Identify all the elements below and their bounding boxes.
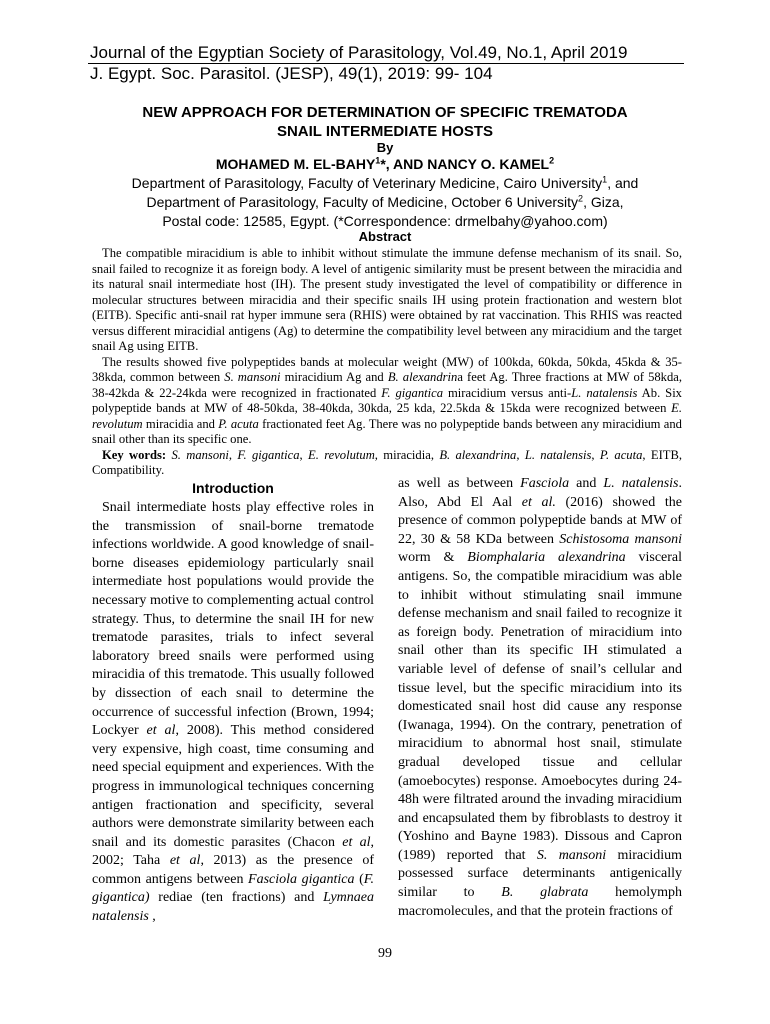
- affiliation-line-3: Postal code: 12585, Egypt. (*Correspondence: drmelbahy@yahoo.com): [162, 213, 608, 229]
- author-list: [90, 155, 680, 173]
- body-text: rediae (ten fractions) and: [149, 890, 324, 906]
- abstract-text: Ab. Six polypeptide bands at MW of 48-50kda, 38-40kda, 30kda, 25 kda, 22.5kda & 15kda were recognized between: [92, 385, 682, 415]
- keyword: B. alexandrina, L. natalensis: [439, 447, 592, 462]
- species-name: Biomphalaria alexandrina: [467, 550, 626, 566]
- citation-et-al: et al: [169, 853, 201, 869]
- species-name: F. gigantica: [381, 385, 444, 400]
- affiliations: [92, 174, 678, 231]
- body-text: visceral antigens. So, the compatible miracidium was able to inhibit without stimulating snail immune defense mechanism and snail failed to recognize it as foreign body. Penetration of miracidium into snail other than its specific IH stimulated a variable level of defense of snail’s cellular and tissue level, but the specific miracidium into its domesticated snail host did cause any response (Iwanaga, 1994). On the contrary, penetration of miracidium to abnormal host snail, stimulate gradual developed tissue and cellular (amoebocytes) response. Amoebocytes during 24-48h were filtrated around the invading miracidium and encapsulated them by fibroblasts to destroy it (Yoshino and Bayne 1983). Dissous and Capron (1989) reported that: [398, 550, 683, 863]
- affiliation-1-text: Department of Parasitology, Faculty of Veterinary Medicine, Cairo University: [131, 175, 603, 191]
- species-name: L. natalensis: [603, 476, 679, 491]
- body-text: as well as between: [398, 476, 521, 491]
- left-column: [92, 480, 374, 927]
- body-text: worm &: [398, 550, 468, 566]
- affiliation-1-mark: 1: [602, 174, 608, 185]
- keyword-separator: ,: [299, 447, 309, 462]
- abstract-text: The results showed five polypeptides bands at molecular weight (MW) of 100kda, 60kda, 50kda, 45kda & 35-38kda, common between: [92, 354, 682, 384]
- body-text: , 2002; Taha: [92, 834, 374, 869]
- header-rule: [88, 63, 684, 64]
- citation-et-al: et al: [342, 834, 371, 850]
- body-text: and: [569, 476, 604, 491]
- species-name: Fasciola gigantica: [248, 871, 355, 887]
- abstract-text: a feet Ag. Three fractions at MW of 58kda, 38-42kda & 22-24kda were recognized in fractionated: [92, 370, 683, 400]
- abstract-text: miracidium versus anti-: [443, 385, 572, 400]
- introduction-heading: Introduction: [192, 480, 274, 496]
- author-2-affiliation-mark: 2: [549, 155, 555, 166]
- affiliation-2-mark: 2: [578, 193, 584, 204]
- citation-et-al: et al: [146, 723, 176, 739]
- journal-line-1: Journal of the Egyptian Society of Parasitology, Vol.49, No.1, April 2019: [90, 43, 628, 62]
- page-number: 99: [378, 946, 392, 961]
- paper-title: [90, 103, 680, 141]
- keywords: [92, 448, 682, 479]
- journal-line-2: J. Egypt. Soc. Parasitol. (JESP), 49(1), 2019: 99- 104: [90, 64, 493, 83]
- keyword-separator: ,: [228, 447, 238, 462]
- abstract-paragraph-2: [92, 355, 682, 448]
- keyword: , EITB, Compatibility.: [92, 447, 683, 477]
- affiliation-line-2: [92, 193, 678, 212]
- abstract-text: miracidium Ag and: [280, 370, 388, 384]
- species-name: F. gigantica): [92, 871, 374, 906]
- author-1: MOHAMED M. EL-BAHY: [215, 156, 376, 172]
- body-text: , 2008). This method considered very expensive, high coast, time consuming and need special equipment and experiences. With the progress in immunological techniques concerning antigen fractionation and specificity, several authors were demonstrate similarity between each snail and its domestic parasites (Chacon: [92, 723, 374, 850]
- species-name: P. acuta: [218, 416, 259, 431]
- keyword: P. acuta: [599, 447, 643, 462]
- by-line: By: [376, 140, 394, 155]
- affiliation-2-tail: , Giza,: [583, 194, 624, 210]
- continued-paragraph: [398, 475, 682, 921]
- species-name: B. alexandrin: [387, 370, 458, 384]
- affiliation-1-tail: , and: [607, 175, 639, 191]
- species-name: L. natalensis: [571, 385, 638, 400]
- abstract-body: [92, 246, 682, 479]
- body-text: (2016) showed the presence of common polypeptide bands at MW of 22, 30 & 58 KDa between: [398, 494, 682, 547]
- species-name: Lymnaea natalensis: [92, 890, 374, 925]
- body-text: hemolymph macromolecules, and that the protein fractions of: [398, 885, 682, 919]
- author-1-affiliation-mark: 1: [375, 155, 381, 166]
- title-line-2: SNAIL INTERMEDIATE HOSTS: [276, 123, 494, 140]
- body-text: (: [354, 871, 364, 887]
- affiliation-2-text: Department of Parasitology, Faculty of Medicine, October 6 University: [146, 194, 579, 210]
- species-name: Schistosoma mansoni: [559, 531, 682, 547]
- body-text: , 2013) as the presence of common antigens between: [92, 853, 374, 887]
- affiliation-line-1: [92, 174, 678, 193]
- keyword: F. gigantica: [237, 447, 300, 462]
- abstract-paragraph-1: The compatible miracidium is able to inhibit without stimulate the immune defense mechanism of its snail. So, snail failed to recognize it as foreign body. A level of antigenic similarity must be present between the miracidia and its natural snail intermediate host (IH). The present study investigated the level of compatibility or difference in molecular structures between miracidia and their specific snails IH using protein fractionation and western blot (EITB). Specific anti-snail rat hyper immune sera (RHIS) were obtained by rat vaccination. This RHIS was reacted versus different miracidial antigens (Ag) to determine the compatibility level between any miracidium and the target snail Ag using EITB.: [92, 246, 682, 353]
- body-text: miracidium possessed surface determinants antigenically similar to: [398, 847, 683, 901]
- author-separator: *, AND NANCY O. KAMEL: [380, 156, 550, 172]
- citation-et-al: et al.: [521, 494, 556, 510]
- keyword: E. revolutum,: [308, 447, 378, 462]
- body-text: Snail intermediate hosts play effective roles in the transmission of snail-borne trematode infections worldwide. A good knowledge of snail-borne diseases epidemiology particularly snail intermediate host populations would provide the necessary motive to complementing actual control strategy. Thus, to determine the snail IH for new trematode parasites, trials to infect several laboratory breed snails were performed using miracidia of this trematode. This usually followed by dissection of each snail to determine the occurrence of successful infection (Brown, 1994; Lockyer: [92, 500, 374, 739]
- right-column: [398, 475, 682, 921]
- keywords-label: Key words:: [102, 447, 167, 462]
- species-name: B. glabrata: [501, 885, 589, 901]
- species-name: E. revolutum: [92, 401, 682, 431]
- abstract-text: fractionated feet Ag. There was no polypeptide bands between any miracidium and snail other than its specific one.: [92, 416, 682, 446]
- body-text: ,: [148, 909, 156, 925]
- species-name: S. mansoni: [536, 847, 607, 863]
- body-text: . Also, Abd El Aal: [398, 476, 682, 510]
- species-name: S. mansoni: [224, 370, 281, 384]
- keyword: S. mansoni: [171, 447, 229, 462]
- keyword-separator: ,: [591, 447, 600, 462]
- introduction-paragraph: [92, 499, 374, 927]
- abstract-heading: Abstract: [358, 229, 412, 244]
- keyword: miracidia,: [377, 447, 440, 462]
- abstract-text: miracidia and: [142, 416, 219, 431]
- species-name: Fasciola: [520, 476, 570, 491]
- title-line-1: NEW APPROACH FOR DETERMINATION OF SPECIFIC TREMATODA: [142, 104, 628, 121]
